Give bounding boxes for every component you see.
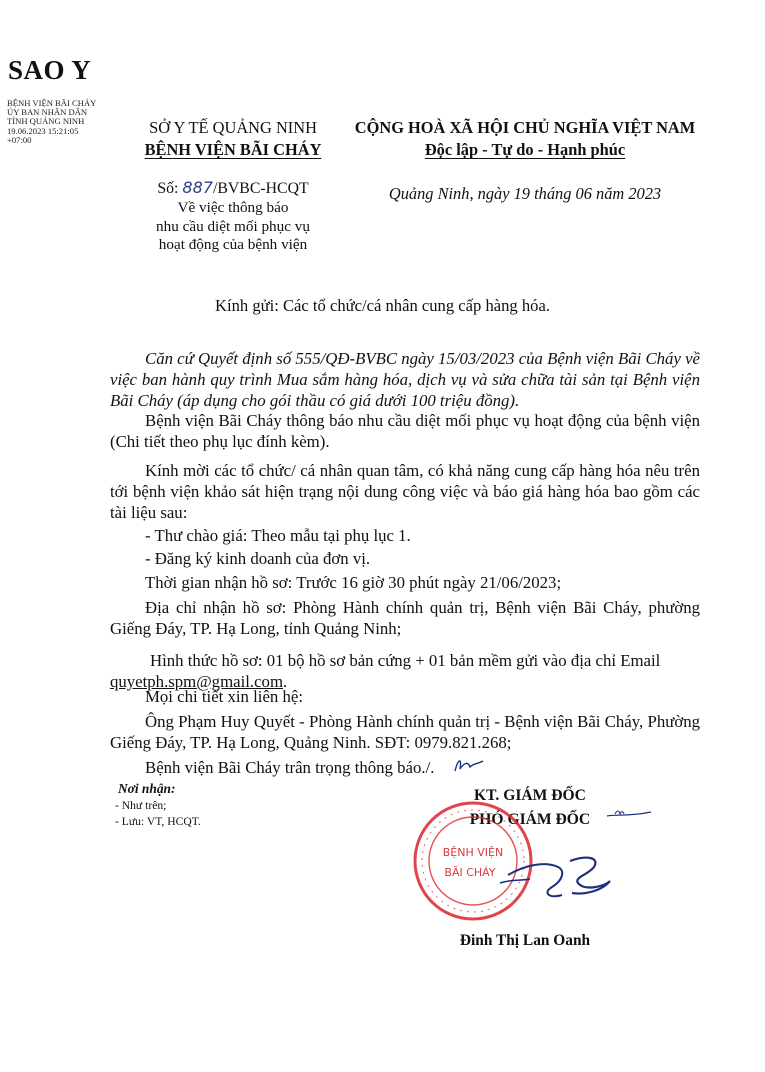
- signature-title-line1: KT. GIÁM ĐỐC: [474, 787, 586, 804]
- document-number: [108, 178, 358, 198]
- handwritten-signature: [490, 845, 620, 915]
- paragraph-address: Địa chỉ nhận hồ sơ: Phòng Hành chính quản trị, Bệnh viện Bãi Cháy, phường Giếng Đáy, TP. Hạ Long, tỉnh Quảng Ninh;: [110, 598, 700, 638]
- paragraph-contact-intro: Mọi chi tiết xin liên hệ:: [145, 687, 303, 706]
- paragraph-contact-person: Ông Phạm Huy Quyết - Phòng Hành chính quản trị - Bệnh viện Bãi Cháy, Phường Giếng Đáy, TP. Hạ Long, Quảng Ninh. SĐT: 0979.821.268;: [110, 712, 700, 752]
- unit-name: [108, 139, 358, 161]
- place-date: Quảng Ninh, ngày 19 tháng 06 năm 2023: [388, 184, 662, 203]
- header-left: [108, 117, 358, 161]
- recipient-line: Kính gửi: Các tổ chức/cá nhân cung cấp hàng hóa.: [214, 296, 550, 315]
- signer-name: Đinh Thị Lan Oanh: [459, 932, 591, 949]
- title-initials: [605, 805, 653, 823]
- submission-form-text: Hình thức hồ sơ: 01 bộ hồ sơ bản cứng + 01 bản mềm gửi vào địa chỉ Email: [150, 651, 661, 670]
- paragraph-deadline: Thời gian nhận hồ sơ: Trước 16 giờ 30 phút ngày 21/06/2023;: [145, 573, 562, 592]
- subject-line: nhu cầu diệt mối phục vụ: [156, 217, 310, 235]
- copy-stamp-line: ỦY BAN NHÂN DÂN: [7, 107, 88, 118]
- agency-name: SỞ Y TẾ QUẢNG NINH: [149, 118, 317, 137]
- copy-stamp-line: TỈNH QUẢNG NINH: [7, 116, 85, 127]
- copy-stamp-line: BỆNH VIỆN BÃI CHÁY: [7, 98, 97, 108]
- recipients-list: [115, 798, 201, 830]
- paragraph-invitation: Kính mời các tổ chức/ cá nhân quan tâm, có khả năng cung cấp hàng hóa nêu trên tới bệnh viện khảo sát hiện trạng nội dung công việc và báo giá hàng hóa bao gồm các tài liệu sau:: [110, 461, 700, 522]
- paragraph-closing: Bệnh viện Bãi Cháy trân trọng thông báo./.: [145, 758, 435, 777]
- doc-number-suffix: /BVBC-HCQT: [212, 180, 309, 197]
- svg-text:BÃI CHÁY: BÃI CHÁY: [444, 866, 496, 879]
- nation-title: CỘNG HOÀ XÃ HỘI CHỦ NGHĨA VIỆT NAM: [354, 118, 696, 137]
- copy-stamp-lines: [7, 99, 96, 145]
- paragraph-submission-form: [110, 650, 700, 692]
- copy-stamp-title: SAO Y: [8, 55, 92, 85]
- bullet-business-registration: - Đăng ký kinh doanh của đơn vị.: [145, 549, 371, 568]
- paragraph-legal-basis: Căn cứ Quyết định số 555/QĐ-BVBC ngày 15/03/2023 của Bệnh viện Bãi Cháy về việc ban hành quy trình Mua sắm hàng hóa, dịch vụ và sửa chữa tài sản tại Bệnh viện Bãi Cháy (áp dụng cho gói thầu có giá dưới 100 triệu đồng).: [110, 349, 700, 410]
- doc-number-prefix: Số:: [157, 180, 179, 197]
- recipients-title: Nơi nhận:: [118, 781, 176, 796]
- bullet-quotation: - Thư chào giá: Theo mẫu tại phụ lục 1.: [145, 526, 411, 545]
- email-link[interactable]: quyetph.spm@gmail.com: [110, 672, 283, 691]
- subject-line: hoạt động của bệnh viện: [158, 236, 308, 254]
- paragraph-notice: Bệnh viện Bãi Cháy thông báo nhu cầu diệt mối phục vụ hoạt động của bệnh viện (Chi tiết theo phụ lục đính kèm).: [110, 411, 700, 451]
- motto-text: Độc lập - Tự do - Hạnh phúc: [424, 140, 626, 159]
- unit-name-text: BỆNH VIỆN BÃI CHÁY: [144, 140, 322, 159]
- initials-signature: [452, 755, 486, 777]
- copy-stamp-line: +07:00: [7, 134, 32, 145]
- submission-form-end: .: [283, 672, 288, 691]
- copy-stamp-line: 19.06.2023 15:21:05: [7, 125, 79, 136]
- recipient-item: - Như trên;: [115, 799, 167, 812]
- svg-text:BỆNH VIỆN: BỆNH VIỆN: [442, 846, 504, 859]
- recipient-item: - Lưu: VT, HCQT.: [115, 815, 201, 828]
- doc-number-handwritten: 887: [182, 178, 213, 197]
- subject-line: Về việc thông báo: [177, 199, 289, 216]
- document-subject: [108, 199, 358, 255]
- motto: [340, 139, 710, 161]
- header-right: [340, 117, 710, 161]
- signature-title-line2: PHÓ GIÁM ĐỐC: [469, 811, 591, 828]
